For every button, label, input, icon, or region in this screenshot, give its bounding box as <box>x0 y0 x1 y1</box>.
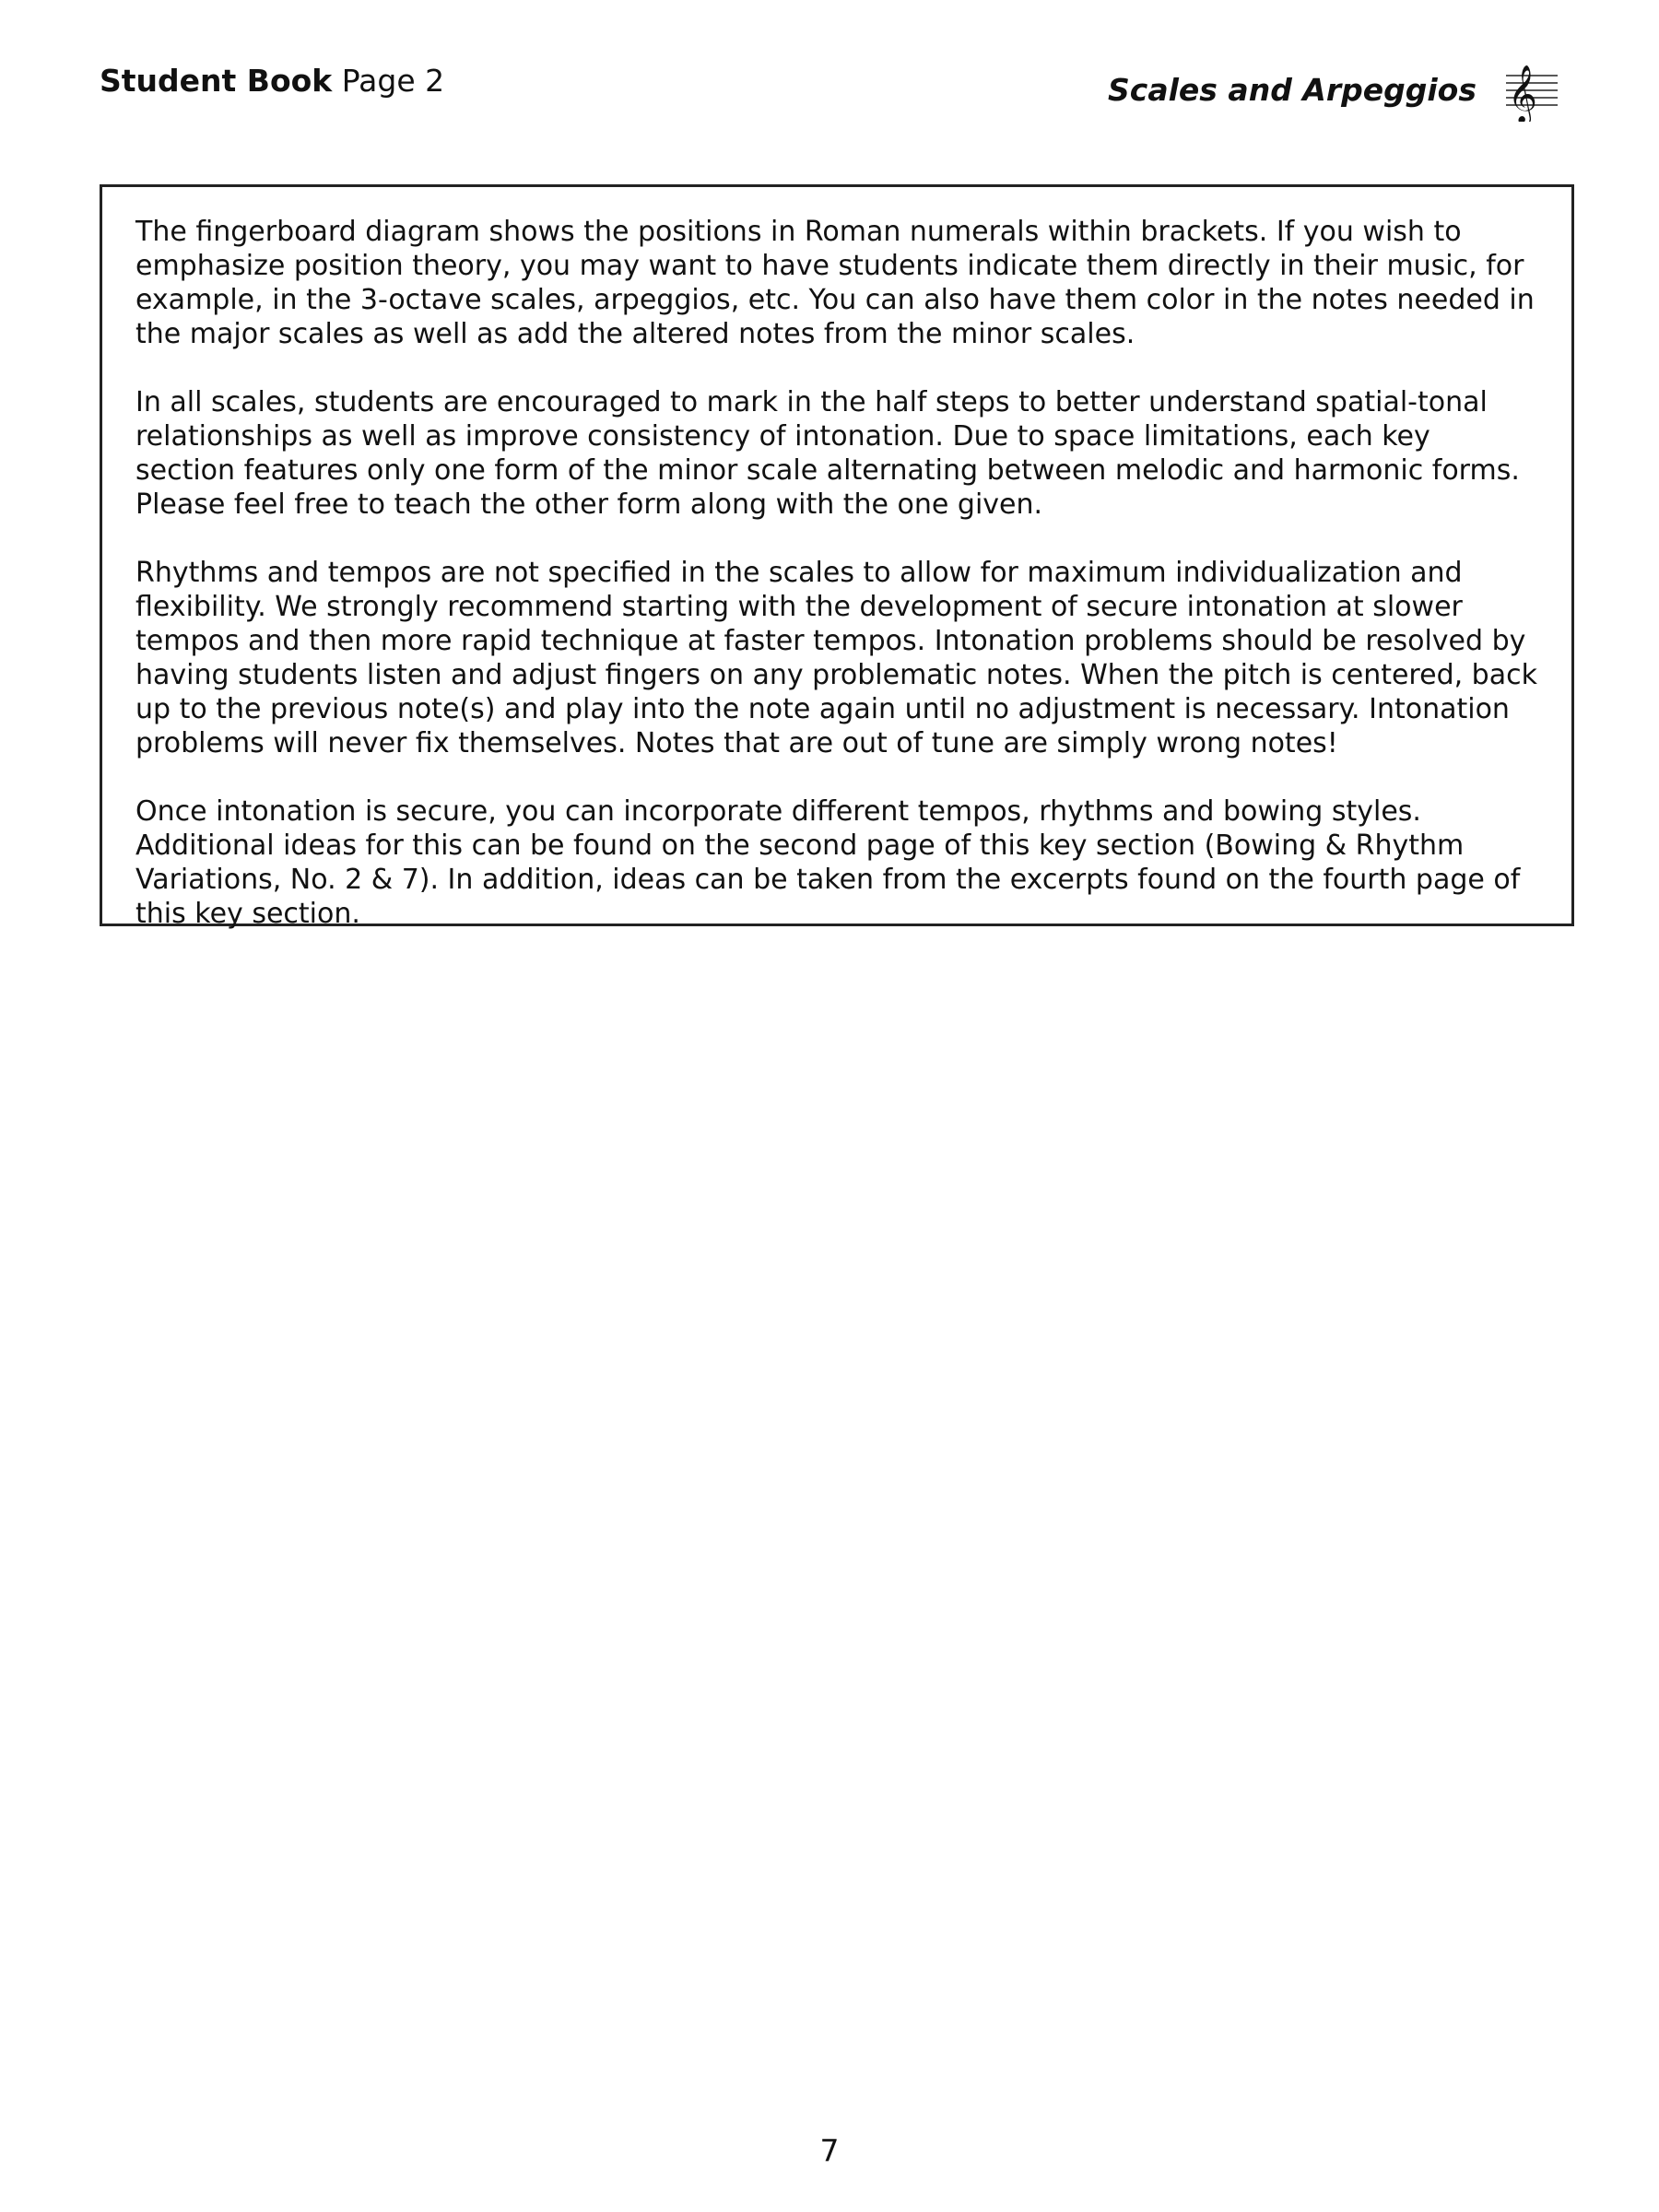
section-title: Scales and Arpeggios <box>1108 71 1477 108</box>
book-page-label <box>100 63 444 99</box>
section-heading <box>1108 57 1559 122</box>
page-label: Page 2 <box>341 63 445 99</box>
page-number: 7 <box>819 2133 840 2169</box>
paragraph-rhythms-tempos: Rhythms and tempos are not specified in the scales to allow for maximum individualization and flexibility. We strongly recommend starting with the development of secure intonation at slower tempos and then more rapid technique at faster tempos. Intonation problems should be resolved by having students listen and adjust fingers on any problematic notes. When the pitch is centered, back up to the previous note(s) and play into the note again until no adjustment is necessary. Intonation problems will never fix themselves. Notes that are out of tune are simply wrong notes! <box>135 557 1537 759</box>
treble-clef-staff-icon <box>1502 57 1559 122</box>
page-header <box>100 57 1559 122</box>
paragraph-half-steps: In all scales, students are encouraged to mark in the half steps to better understand spatial-tonal relationships as well as improve consistency of intonation. Due to space limitations, each key section features only one form of the minor scale alternating between melodic and harmonic forms. Please feel free to teach the other form along with the one given. <box>135 386 1520 521</box>
book-label: Student Book <box>100 63 333 99</box>
paragraph-positions: The fingerboard diagram shows the positions in Roman numerals within brackets. If you wish to emphasize position theory, you may want to have students indicate them directly in their music, for example, in the 3-octave scales, arpeggios, etc. You can also have them color in the notes needed in the major scales as well as add the altered notes from the minor scales. <box>135 216 1535 350</box>
info-box <box>100 184 1574 930</box>
svg-text:𝄞: 𝄞 <box>1508 65 1537 122</box>
paragraph-bowing-styles: Once intonation is secure, you can incorporate different tempos, rhythms and bowing styles. Additional ideas for this can be found on the second page of this key section (Bowing & Rhythm Variations, No. 2 & 7). In addition, ideas can be taken from the excerpts found on the fourth page of this key section. <box>135 795 1521 930</box>
